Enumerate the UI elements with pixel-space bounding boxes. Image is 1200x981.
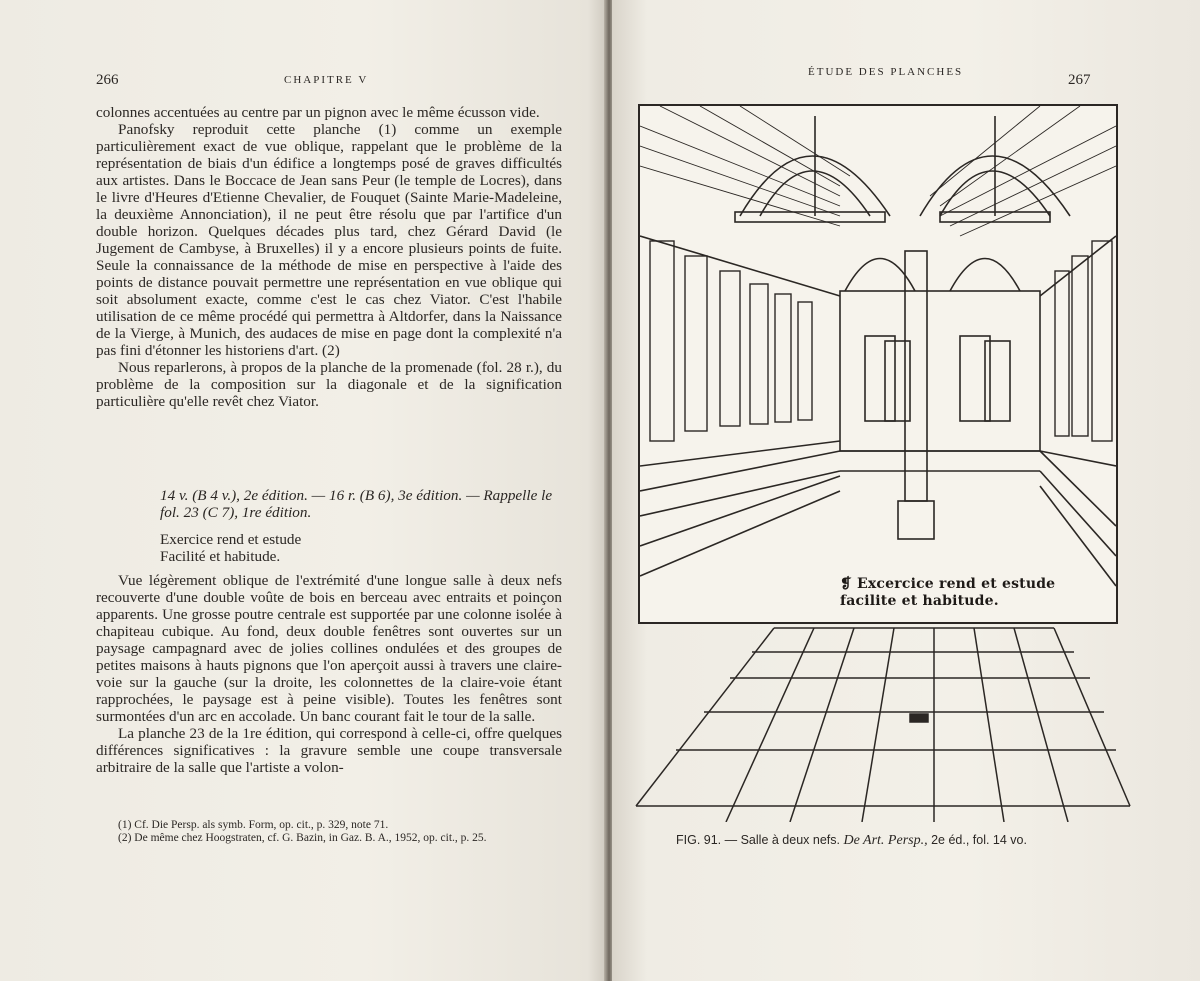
left-running-head: CHAPITRE V bbox=[284, 74, 369, 86]
engraving-inscription bbox=[840, 576, 1055, 610]
motto-line-1: Exercice rend et estude bbox=[160, 531, 302, 548]
vault-hatching bbox=[640, 106, 1116, 236]
footnotes bbox=[118, 819, 562, 845]
left-text-block-1 bbox=[96, 104, 562, 410]
footnote-2: (2) De même chez Hoogstraten, cf. G. Bazin, in Gaz. B. A., 1952, op. cit., p. 25. bbox=[118, 832, 487, 844]
description-paragraph: Vue légèrement oblique de l'extrémité d'une longue salle à deux nefs recouverte d'une double voûte de bois en berceau avec entraits et poinçon apparents. Une grosse poutre centrale est supportée par une colonne isolée à chapiteau cubique. Au fond, deux double fenêtres sont ouvertes sur un paysage campagnard avec de jolies collines ondulées et des groupes de petites maisons à hauts pignons que l'on aperçoit aussi à travers une claire-voie sur la gauche (sur la droite, les colonnettes de la claire-voie étant rapprochées, le paysage est à peine visible). Toutes les fenêtres sont surmontées d'un arc en accolade. Un banc courant fait le tour de la salle. bbox=[96, 572, 562, 725]
perspective-grid bbox=[632, 626, 1132, 822]
closing-paragraph: La planche 23 de la 1re édition, qui correspond à celle-ci, offre quelques différences significatives : la gravure semble une coupe transversale arbitraire de la salle que l'artiste a volon- bbox=[96, 725, 562, 776]
caption-prefix: FIG. 91. — Salle à deux nefs. bbox=[676, 833, 840, 847]
window bbox=[865, 336, 895, 421]
plate-reference: 14 v. (B 4 v.), 2e édition. — 16 r. (B 6), 3e édition. — Rappelle le fol. 23 (C 7), 1re édition. bbox=[160, 487, 553, 521]
footnote-1: (1) Cf. Die Persp. als symb. Form, op. cit., p. 329, note 71. bbox=[118, 819, 389, 831]
motto-line-2: Facilité et habitude. bbox=[160, 548, 281, 565]
right-page bbox=[612, 0, 1200, 981]
central-column bbox=[905, 251, 927, 501]
right-folio: 267 bbox=[1068, 72, 1091, 88]
inscription-line-2: facilite et habitude. bbox=[840, 593, 999, 609]
right-running-head: ÉTUDE DES PLANCHES bbox=[808, 66, 964, 78]
left-folio: 266 bbox=[96, 72, 119, 88]
paragraph-2: Panofsky reproduit cette planche (1) comme un exemple particulièrement exact de vue oblique, rappelant que le problème de la représentation de biais d'un édifice a longtemps posé de graves difficultés aux artistes. Dans le Boccace de Jean sans Peur (le temple de Locres), dans le livre d'Heures d'Etienne Chevalier, de Fouquet (Sainte Marie-Madeleine, la deuxième Annonciation), il ne peut être résolu que par l'artifice d'un double horizon. Quelques décades plus tard, chez Gérard David (le Jugement de Cambyse, à Bruxelles) il y a encore plusieurs points de fuite. Seule la connaissance de la méthode de mise en perspective à l'aide des points de distance pouvait permettre une représentation en vue oblique qui soit absolument exacte, comme c'est le cas chez Viator. C'est l'habile utilisation de ce même procédé qui permettra à Altdorfer, dans la Naissance de la Vierge, à Munich, des audaces de mise en page dont la complexité n'a pas fini d'étonner les historiens d'art. (2) bbox=[96, 121, 562, 359]
inscription-line-1: ❡ Excercice rend et estude bbox=[840, 576, 1056, 592]
figure-caption bbox=[676, 833, 1027, 849]
hall-engraving bbox=[640, 106, 1116, 622]
plate-reference-block bbox=[160, 487, 562, 565]
engraving-figure bbox=[638, 104, 1118, 624]
caption-title: De Art. Persp., bbox=[843, 833, 928, 848]
left-text-block-2 bbox=[96, 572, 562, 776]
paragraph-3: Nous reparlerons, à propos de la planche de la promenade (fol. 28 r.), du problème de la composition sur la diagonale et de la signification particulière qu'elle revêt chez Viator. bbox=[96, 359, 562, 410]
paragraph-1: colonnes accentuées au centre par un pignon avec le même écusson vide. bbox=[96, 104, 540, 121]
caption-suffix: 2e éd., fol. 14 vo. bbox=[931, 833, 1027, 847]
column-base bbox=[898, 501, 934, 539]
